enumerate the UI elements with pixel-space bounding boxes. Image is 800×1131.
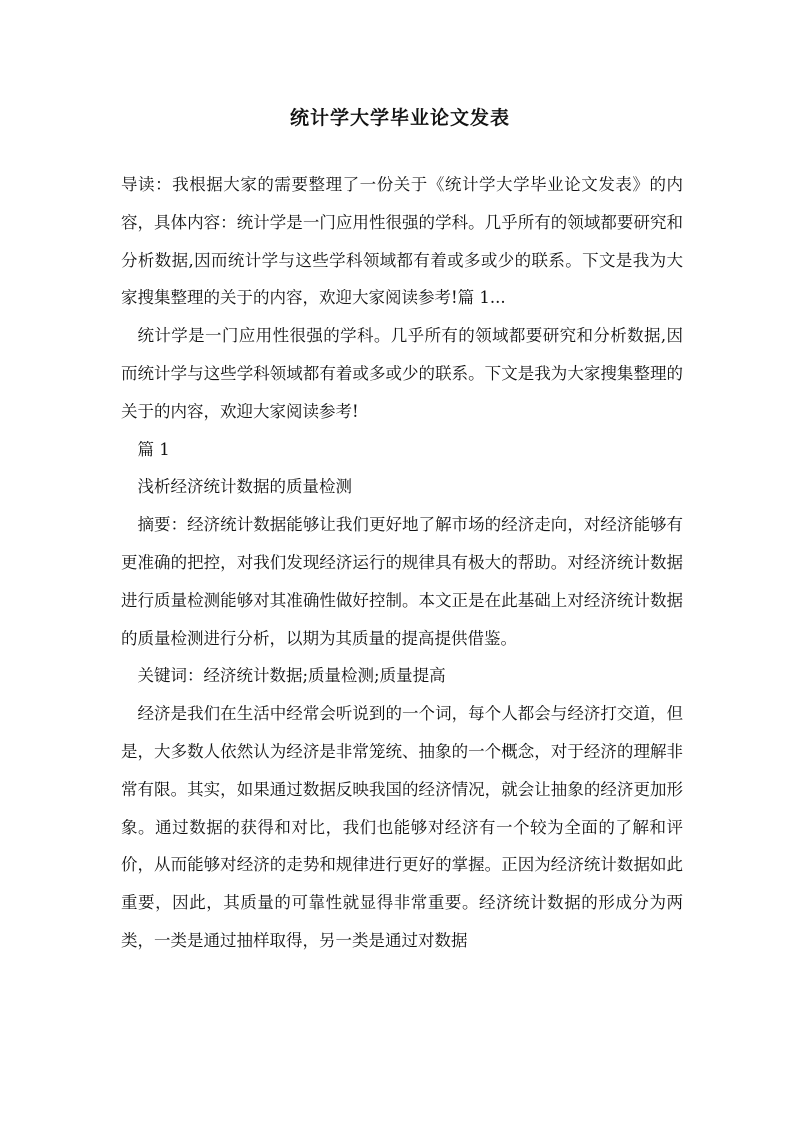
document-body bbox=[121, 166, 683, 960]
body-paragraph: 经济是我们在生活中经常会听说到的一个词，每个人都会与经济打交道，但是，大多数人依然认为经济是非常笼统、抽象的一个概念，对于经济的理解非常有限。其实，如果通过数据反映我国的经济情况，就会让抽象的经济更加形象。通过数据的获得和对比，我们也能够对经济有一个较为全面的了解和评价，从而能够对经济的走势和规律进行更好的掌握。正因为经济统计数据如此重要，因此，其质量的可靠性就显得非常重要。经济统计数据的形成分为两类，一类是通过抽样取得，另一类是通过对数据 bbox=[121, 704, 683, 950]
abstract-paragraph: 摘要：经济统计数据能够让我们更好地了解市场的经济走向，对经济能够有更准确的把控，对我们发现经济运行的规律具有极大的帮助。对经济统计数据进行质量检测能够对其准确性做好控制。本文正是在此基础上对经济统计数据的质量检测进行分析，以期为其质量的提高提供借鉴。 bbox=[121, 515, 683, 648]
article-title: 浅析经济统计数据的质量检测 bbox=[137, 477, 352, 497]
keywords-paragraph: 关键词：经济统计数据;质量检测;质量提高 bbox=[137, 666, 446, 686]
part-label: 篇 1 bbox=[137, 439, 170, 459]
document-title: 统计学大学毕业论文发表 bbox=[289, 107, 510, 129]
intro-paragraph: 导读：我根据大家的需要整理了一份关于《统计学大学毕业论文发表》的内容，具体内容：统计学是一门应用性很强的学科。几乎所有的领域都要研究和分析数据,因而统计学与这些学科领域都有着或多或少的联系。下文是我为大家搜集整理的关于的内容，欢迎大家阅读参考!篇 1... bbox=[121, 175, 683, 308]
lead-paragraph: 统计学是一门应用性很强的学科。几乎所有的领域都要研究和分析数据,因而统计学与这些学科领域都有着或多或少的联系。下文是我为大家搜集整理的关于的内容，欢迎大家阅读参考! bbox=[121, 326, 683, 421]
